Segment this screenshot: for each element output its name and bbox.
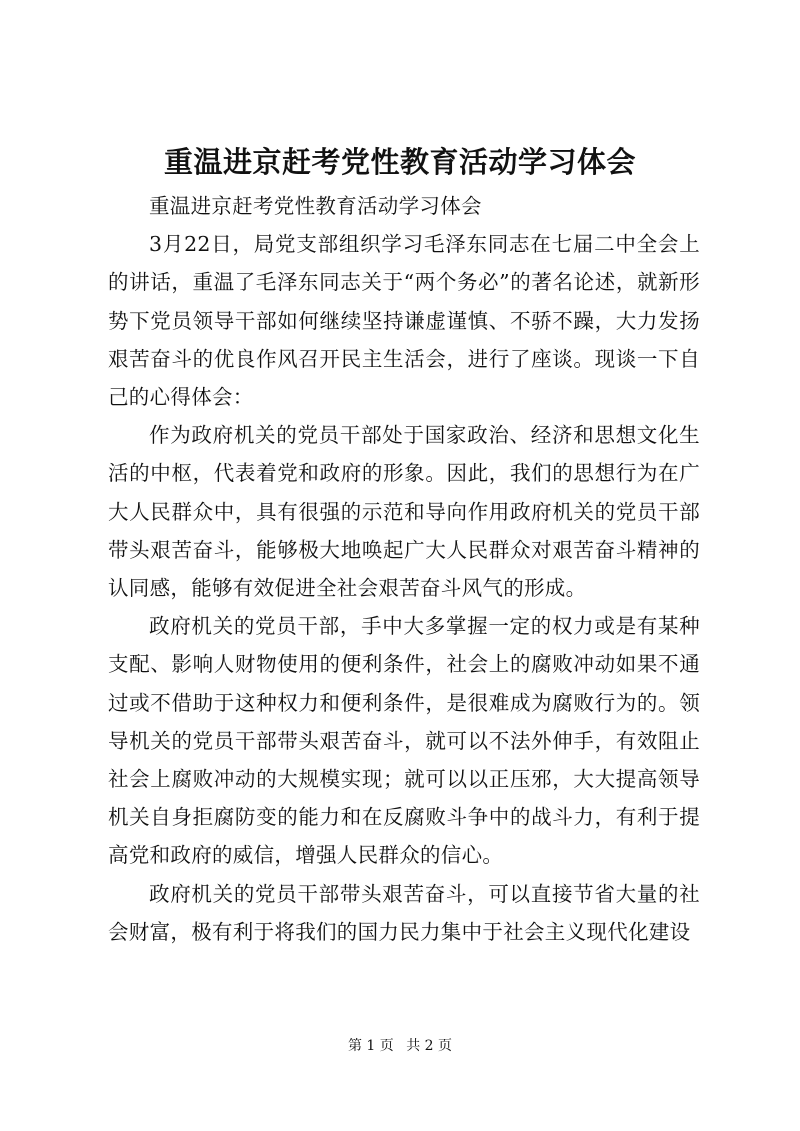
paragraph-role: 作为政府机关的党员干部处于国家政治、经济和思想文化生活的中枢，代表着党和政府的形象。因此，我们的思想行为在广大人民群众中，具有很强的示范和导向作用政府机关的党员干部带头艰苦奋斗，能够极大地唤起广大人民群众对艰苦奋斗精神的认同感，能够有效促进全社会艰苦奋斗风气的形成。 [108, 423, 700, 601]
page-number-current: 第 1 页 [347, 1038, 394, 1054]
paragraph-intro: 3月22日，局党支部组织学习毛泽东同志在七届二中全会上的讲话，重温了毛泽东同志关于“两个务必”的著名论述，就新形势下党员领导干部如何继续坚持谦虚谨慎、不骄不躁，大力发扬艰苦奋斗的优良作风召开民主生活会，进行了座谈。现谈一下自己的心得体会： [108, 232, 700, 410]
page-number-total: 共 2 页 [406, 1038, 453, 1054]
paragraph-subtitle: 重温进京赶考党性教育活动学习体会 [149, 194, 482, 218]
paragraph-savings: 政府机关的党员干部带头艰苦奋斗，可以直接节省大量的社会财富，极有利于将我们的国力民力集中于社会主义现代化建设 [108, 881, 700, 944]
paragraph-anticorruption: 政府机关的党员干部，手中大多掌握一定的权力或是有某种支配、影响人财物使用的便利条件，社会上的腐败冲动如果不通过或不借助于这种权力和便利条件，是很难成为腐败行为的。领导机关的党员干部带头艰苦奋斗，就可以不法外伸手，有效阻止社会上腐败冲动的大规模实现；就可以以正压邪，大大提高领导机关自身拒腐防变的能力和在反腐败斗争中的战斗力，有利于提高党和政府的威信，增强人民群众的信心。 [108, 614, 700, 868]
document-body [108, 187, 700, 951]
document-title: 重温进京赶考党性教育活动学习体会 [163, 145, 636, 179]
page-footer [0, 1036, 800, 1056]
